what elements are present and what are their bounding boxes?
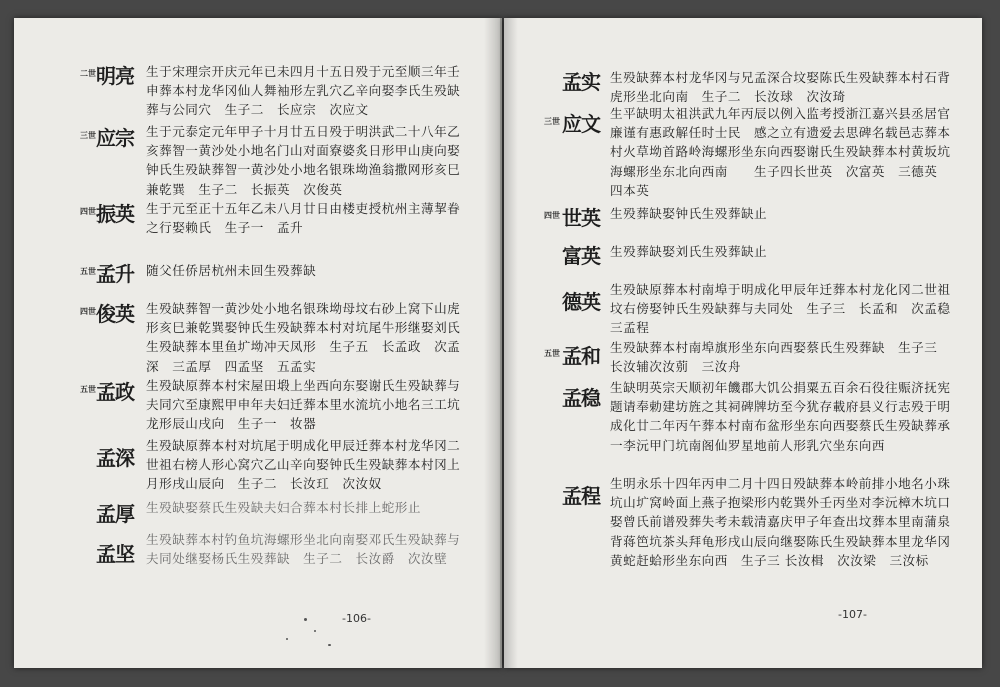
person-name: 孟程 [562,484,600,508]
entry-text: 生殁缺葬本村钓鱼坑海螺形坐北向南娶邓氏生殁缺葬与夫同处继娶杨氏生殁葬缺 生子二 长汝爵 次汝壁 [146,532,461,567]
person-name: 振英 [96,202,134,226]
paper-speck [328,644,331,646]
entry-text: 生殁缺葬本村龙华冈与兄孟深合坟娶陈氏生殁缺葬本村石背虎形坐北向南 生子二 长汝球 次汝琦 [610,70,951,105]
entry-text: 生明永乐十四年丙申二月十四日殁缺葬本岭前排小地名小珠坑山圹窝岭面上燕子抱梁形内乾巽外壬丙坐对李沅樟木坑口娶曾氏前谱殁葬失考未载清嘉庆甲子年查出坟葬本里南蒲泉背蒋笆坑茶头拜龟形戌山辰向继娶陈氏生殁缺葬本里龙华冈黄蛇赶蛤形坐东向西 生子三 长汝楫 次汝梁 三汝标 [610,476,951,568]
entry-text: 生于元泰定元年甲子十月廿五日殁于明洪武二十八年乙亥葬智一黄沙处小地名门山对面寮婆炙日形甲山庚向娶钟氏生殁缺葬智一黄沙处小地名银珠坳渔翁撒网形亥巳兼乾巽 生子二 长振英 次俊英 [146,124,461,197]
person-name: 孟和 [562,344,600,368]
entry-text: 生殁缺葬智一黄沙处小地名银珠坳母坟右砂上窝下山虎形亥巳兼乾巽娶钟氏生殁缺葬本村对坑尾牛形继娶刘氏生殁缺葬本里鱼圹坳冲天凤形 生子五 长孟政 次孟深 三孟厚 四孟坚 五孟实 [146,301,461,374]
paper-speck [304,618,307,621]
paper-speck [314,630,316,632]
entry-text: 生于元至正十五年乙未八月廿日由楼吏授杭州主薄挈眷之行娶赖氏 生子一 孟升 [146,201,461,236]
entry-text: 生缺明英宗天顺初年饑郡大饥公捐粟五百余石役往赈济抚宪题请奉勅建坊旌之其祠碑牌坊至今犹存載府县义行志殁于明成化廿二年丙午葬本村南布盆形坐东向西娶蔡氏生殁缺葬承一李沅甲门坑南阁仙罗星地前人形乳穴坐东向西 [610,380,951,453]
person-name: 孟政 [96,380,134,404]
person-name: 孟厚 [96,502,134,526]
person-name: 应宗 [96,126,134,150]
entry-text: 生平缺明太祖洪武九年丙辰以例入监考授浙江嘉兴县丞居官廉谨有惠政解任时士民 感之立有遗爱去思碑名载邑志葬本村火草坳首路岭海螺形坐东向西娶谢氏生殁缺葬本村黄坂坑海螺形坐东北向西南 生子四长世英 次富英 三德英 四本英 [610,106,951,198]
entry-text: 生殁葬缺娶钟氏生殁葬缺止 [610,206,768,221]
person-name: 孟稳 [562,386,600,410]
entry-text: 生于宋理宗开庆元年已未四月十五日殁于元至顺三年壬申葬本村龙华冈仙人舞袖形左乳穴乙辛向娶李氏生殁缺葬与公同穴 生子二 长应宗 次应文 [146,64,461,118]
entry-text: 生殁葬缺娶刘氏生殁葬缺止 [610,244,768,259]
generation-label: 四世 [80,207,96,216]
left-page [14,18,502,668]
person-name: 富英 [562,244,600,268]
entry-mengjian [14,18,500,598]
paper-speck [286,638,288,640]
right-page [504,18,982,668]
person-name: 世英 [562,206,600,230]
person-name: 孟坚 [96,542,134,566]
person-name: 明亮 [96,64,134,88]
generation-label: 五世 [80,267,96,276]
page-number: -106- [342,612,371,625]
generation-label: 三世 [544,117,560,126]
person-name: 俊英 [96,302,134,326]
entry-text: 生殁缺原葬本村宋屋田塅上坐西向东娶谢氏生殁缺葬与夫同穴至康熙甲申年夫妇迁葬本里水流坑小地名三工坑龙形辰山戌向 生子一 妆器 [146,378,461,432]
entry-mengcheng [504,18,982,608]
person-name: 孟升 [96,262,134,286]
entry-text: 生殁缺原葬本村南埠于明成化甲辰年迁葬本村龙化冈二世祖坟右傍娶钟氏生殁缺葬与夫同处 生子三 长孟和 次孟稳 三孟程 [610,282,964,336]
page-number: -107- [838,608,867,621]
generation-label: 五世 [544,349,560,358]
person-name: 应文 [562,112,600,136]
entry-text: 生殁缺娶蔡氏生殁缺夫妇合葬本村长排上蛇形止 [146,500,421,515]
generation-label: 四世 [544,211,560,220]
person-name: 孟实 [562,70,600,94]
entry-text: 随父任侨居杭州未回生殁葬缺 [146,263,317,278]
person-name: 德英 [562,290,600,314]
generation-label: 三世 [80,131,96,140]
generation-label: 四世 [80,307,96,316]
entry-text: 生殁缺葬本村南埠旗形坐东向西娶蔡氏生殁葬缺 生子三 长汝辅次汝莂 三汝舟 [610,340,951,375]
person-name: 孟深 [96,446,134,470]
entry-text: 生殁缺原葬本村对坑尾于明成化甲辰迁葬本村龙华冈二世祖右榜人形心窝穴乙山辛向娶钟氏生殁缺葬本村冈上月形戌山辰向 生子二 长汝玒 次汝奴 [146,438,461,492]
generation-label: 二世 [80,69,96,78]
generation-label: 五世 [80,385,96,394]
